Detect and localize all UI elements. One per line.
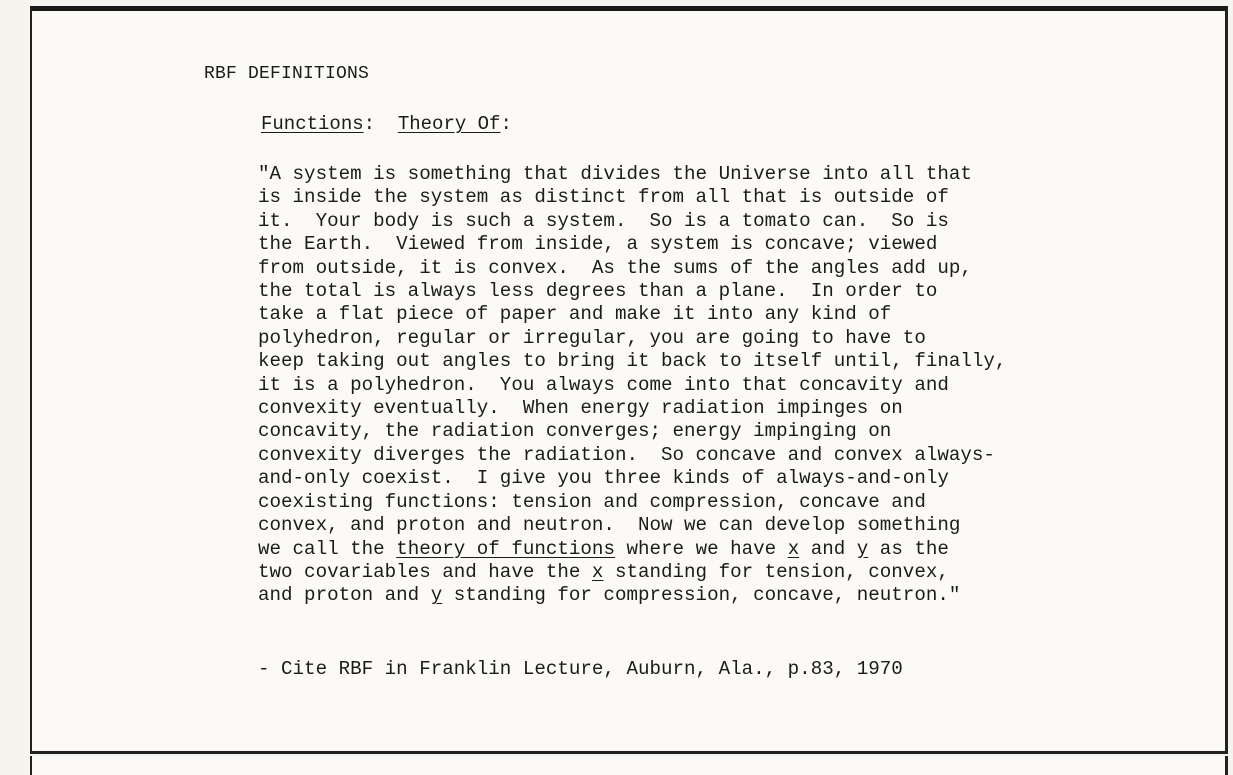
category-label: Functions — [261, 113, 364, 135]
quote-line: it is a polyhedron. You always come into that concavity and — [258, 373, 949, 396]
quote-line: "A system is something that divides the Universe into all that — [258, 163, 972, 185]
quote-line: polyhedron, regular or irregular, you are going to have to — [258, 326, 926, 349]
quote-line: take a flat piece of paper and make it into any kind of — [258, 303, 892, 326]
subcategory-label: Theory Of — [397, 113, 501, 135]
quote-block — [258, 163, 1188, 608]
quote-line: we call the theory of functions where we have x and y as the — [258, 537, 949, 560]
variable-x: x — [591, 560, 604, 583]
quote-line: and proton and y standing for compression, concave, neutron." — [258, 584, 961, 607]
variable-y: y — [856, 537, 869, 560]
quote-line: convexity eventually. When energy radiation impinges on — [258, 397, 903, 420]
variable-x: x — [787, 537, 800, 560]
quote-line: and-only coexist. I give you three kinds of always-and-only — [258, 467, 949, 490]
next-card-edge — [30, 756, 1228, 775]
quote-line: the Earth. Viewed from inside, a system is concave; viewed — [258, 233, 938, 256]
theory-of-functions-term: theory of functions — [396, 537, 615, 560]
quote-line: keep taking out angles to bring it back to itself until, finally, — [258, 350, 1007, 373]
quote-line: coexisting functions: tension and compression, concave and — [258, 490, 926, 513]
quote-line: convex, and proton and neutron. Now we can develop something — [258, 514, 961, 537]
quote-line: the total is always less degrees than a plane. In order to — [258, 280, 938, 303]
quote-line: from outside, it is convex. As the sums of the angles add up, — [258, 256, 972, 279]
variable-y: y — [430, 584, 443, 607]
quote-line: is inside the system as distinct from all that is outside of — [258, 186, 949, 209]
quote-line: convexity diverges the radiation. So concave and convex always- — [258, 443, 995, 466]
quote-line: two covariables and have the x standing for tension, convex, — [258, 560, 949, 583]
quote-line: it. Your body is such a system. So is a tomato can. So is — [258, 209, 949, 232]
definition-heading — [261, 113, 512, 135]
quote-line: concavity, the radiation converges; energy impinging on — [258, 420, 892, 443]
definition-card — [30, 6, 1228, 754]
citation: - Cite RBF in Franklin Lecture, Auburn, Ala., p.83, 1970 — [258, 658, 903, 680]
category-separator: : — [363, 113, 376, 135]
document-header: RBF DEFINITIONS — [204, 64, 370, 84]
subcategory-separator: : — [500, 113, 512, 135]
